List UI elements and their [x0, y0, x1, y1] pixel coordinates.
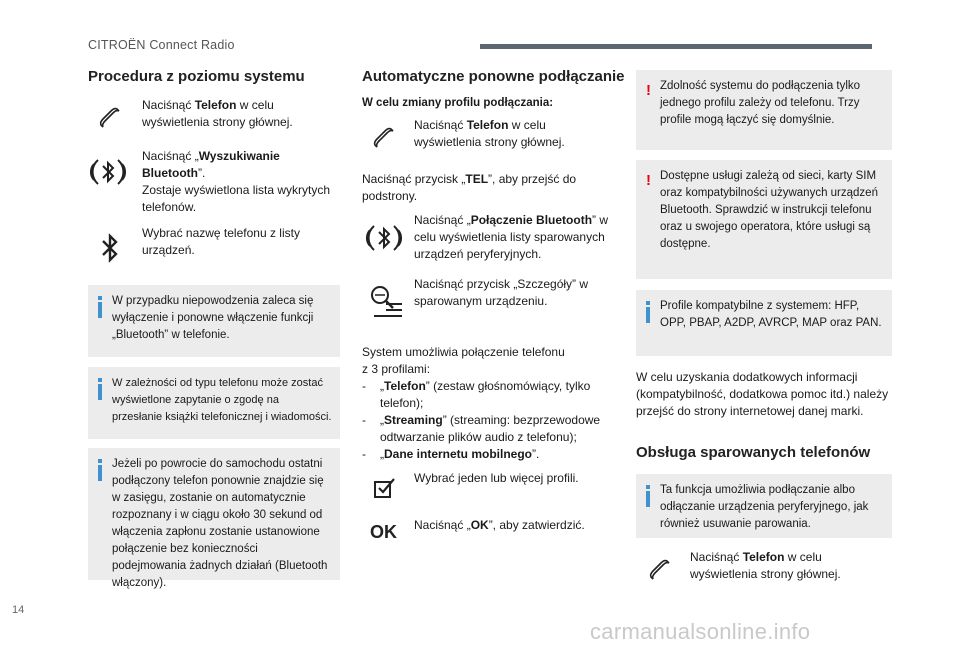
more-info-text: W celu uzyskania dodatkowych informacji (kompatybilność, dodatkowa pomoc itd.) należy przejść do strony internetowej danej marki.: [636, 370, 889, 418]
step-select-profiles: Wybrać jeden lub więcej profili.: [414, 471, 579, 485]
step-press-tel: Naciśnąć przycisk „TEL”, aby przejść do podstrony.: [362, 172, 577, 203]
phone-icon: [370, 124, 396, 150]
phone-icon: [646, 556, 672, 582]
info-box-paired: Ta funkcja umożliwia podłączanie albo odłączanie urządzenia peryferyjnego, jak również usuwanie parowania.: [636, 474, 892, 538]
bluetooth-search-icon: [88, 152, 128, 192]
bluetooth-icon: [100, 232, 120, 264]
warning-icon: !: [646, 172, 651, 189]
info-box-reconnect: Jeżeli po powrocie do samochodu ostatni podłączony telefon ponownie znajdzie się w zasięgu, zostanie on automatycznie rozpoznany i w ciągu około 30 sekund od włączenia zapłonu zostanie ustanowione połączenie bez konieczności podejmowania żadnych działań (Bluetooth włączony).: [88, 448, 340, 580]
info-icon: [98, 296, 102, 318]
info-icon: [98, 378, 102, 400]
subtitle-profile: W celu zmiany profilu podłączania:: [362, 97, 554, 109]
bluetooth-connection-icon: [364, 218, 404, 258]
watermark: carmanualsonline.info: [590, 619, 811, 644]
info-icon: [646, 301, 650, 323]
brand-header: CITROËN Connect Radio: [88, 38, 235, 52]
info-box-profiles: Profile kompatybilne z systemem: HFP, OPP, PBAP, A2DP, AVRCP, MAP oraz PAN.: [636, 290, 892, 356]
step-bluetooth-connection: Naciśnąć „Połączenie Bluetooth” w celu wyświetlenia listy sparowanych urządzeń peryferyjnych.: [414, 213, 609, 261]
page-number: 14: [12, 604, 25, 616]
step-choose-phone: Wybrać nazwę telefonu z listy urządzeń.: [142, 226, 300, 257]
profiles-description: System umożliwia połączenie telefonu z 3 profilami: - „Telefon” (zestaw głośnomówiący, tylko telefon); - „Streaming” (streaming: bezprzewodowe odtwarzanie plików audio z telefonu); - „Dane internetu mobilnego”.: [362, 345, 601, 461]
info-box-retry: W przypadku niepowodzenia zaleca się wyłączenie i ponowne włączenie funkcji „Bluetooth” w telefonie.: [88, 285, 340, 357]
details-list-icon: [366, 282, 406, 322]
phone-icon: [96, 104, 122, 130]
step-bluetooth-search: Naciśnąć „Wyszukiwanie Bluetooth”. Zostaje wyświetlona lista wykrytych telefonów.: [142, 149, 331, 214]
section-title-reconnect: Automatyczne ponowne podłączanie: [362, 68, 625, 85]
warning-box-services: ! Dostępne usługi zależą od sieci, karty SIM oraz kompatybilności używanych urządzeń Bluetooth. Sprawdzić w instrukcji telefonu oraz u swojego operatora, które usługi są dostępne.: [636, 160, 892, 279]
ok-button-icon: OK: [370, 522, 397, 542]
step-press-phone-3: Naciśnąć Telefon w celu wyświetlenia strony głównej.: [690, 550, 841, 581]
info-box-permission: W zależności od typu telefonu może zostać wyświetlone zapytanie o zgodę na przesłanie książki telefonicznej i wiadomości.: [88, 367, 340, 439]
warning-icon: !: [646, 82, 651, 99]
step-confirm-ok: Naciśnąć „OK”, aby zatwierdzić.: [414, 518, 585, 532]
warning-box-profile: ! Zdolność systemu do podłączenia tylko jednego profilu zależy od telefonu. Trzy profile mogą łączyć się domyślnie.: [636, 70, 892, 150]
step-press-phone: Naciśnąć Telefon w celu wyświetlenia strony głównej.: [142, 98, 293, 129]
section-title-paired: Obsługa sparowanych telefonów: [636, 444, 871, 461]
checkbox-icon: [372, 474, 398, 500]
step-press-phone-2: Naciśnąć Telefon w celu wyświetlenia strony głównej.: [414, 118, 565, 149]
info-icon: [646, 485, 650, 507]
step-details: Naciśnąć przycisk „Szczegóły” w sparowanym urządzeniu.: [414, 277, 589, 308]
header-bar: [480, 44, 872, 49]
section-title-system: Procedura z poziomu systemu: [88, 68, 305, 85]
info-icon: [98, 459, 102, 481]
